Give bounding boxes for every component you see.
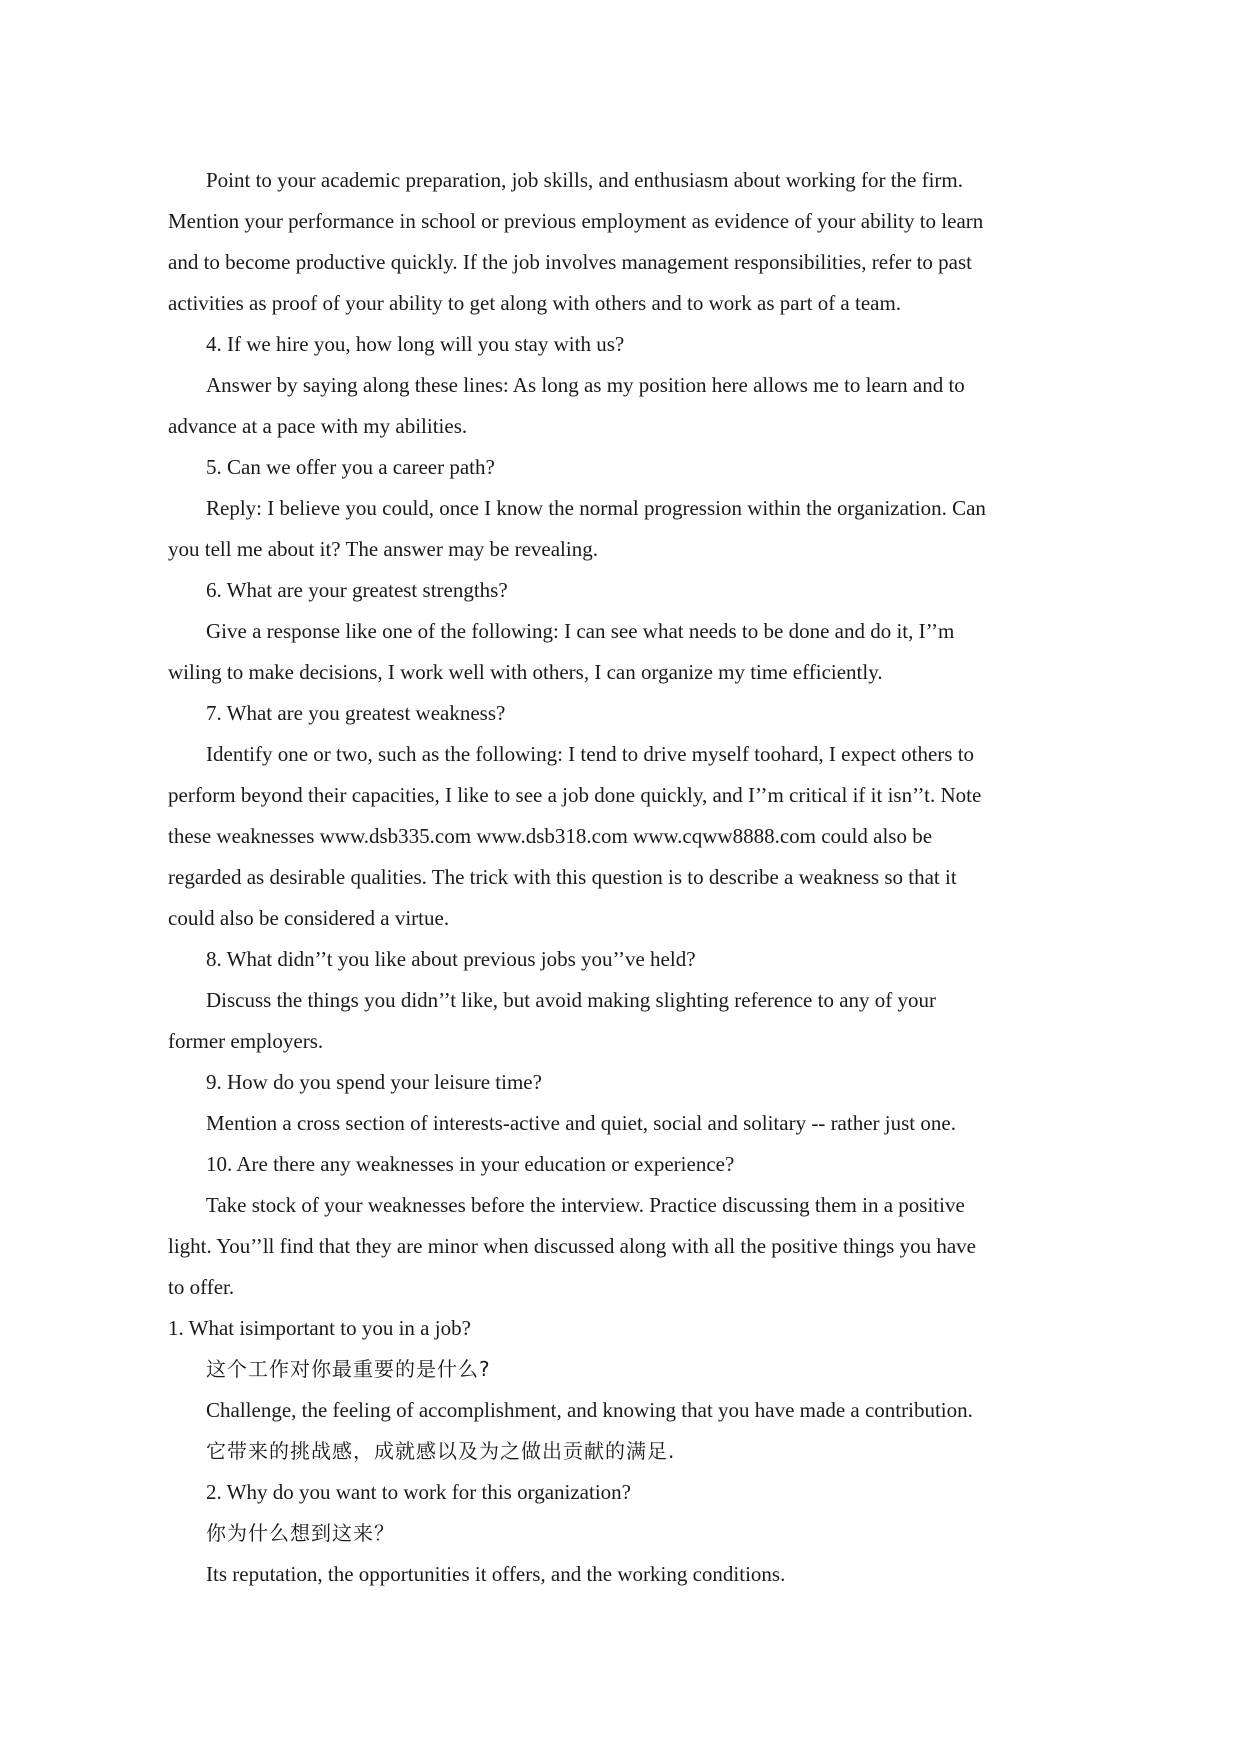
question-heading: 9. How do you spend your leisure time? bbox=[206, 1070, 542, 1094]
answer-line: light. You’’ll find that they are minor when discussed along with all the positive things you have bbox=[168, 1234, 976, 1258]
chinese-translation: 这个工作对你最重要的是什么? bbox=[206, 1357, 491, 1381]
answer-line: Give a response like one of the following: I can see what needs to be done and do it, I’’m bbox=[206, 619, 955, 643]
answer-line: Discuss the things you didn’’t like, but avoid making slighting reference to any of your bbox=[206, 988, 937, 1012]
answer-line: to offer. bbox=[168, 1275, 235, 1299]
question-heading: 5. Can we offer you a career path? bbox=[206, 455, 495, 479]
question-heading: 4. If we hire you, how long will you stay with us? bbox=[206, 332, 625, 356]
answer-line: could also be considered a virtue. bbox=[168, 906, 450, 930]
answer-line: Answer by saying along these lines: As long as my position here allows me to learn and to bbox=[206, 373, 965, 397]
answer-line: Identify one or two, such as the following: I tend to drive myself toohard, I expect others to bbox=[206, 742, 975, 766]
text-line: activities as proof of your ability to get along with others and to work as part of a team. bbox=[168, 291, 902, 315]
answer-line: Challenge, the feeling of accomplishment, and knowing that you have made a contribution. bbox=[206, 1398, 973, 1422]
answer-line: Reply: I believe you could, once I know the normal progression within the organization. Can bbox=[206, 496, 986, 520]
question-heading: 7. What are you greatest weakness? bbox=[206, 701, 506, 725]
chinese-translation: 你为什么想到这来？ bbox=[206, 1521, 395, 1545]
answer-line: Its reputation, the opportunities it offers, and the working conditions. bbox=[206, 1562, 786, 1586]
answer-line: perform beyond their capacities, I like to see a job done quickly, and I’’m critical if it isn’’t. Note bbox=[168, 783, 982, 807]
question-heading: 2. Why do you want to work for this organization? bbox=[206, 1480, 631, 1504]
paragraph-academic-preparation bbox=[168, 160, 1058, 324]
text-line: Mention your performance in school or previous employment as evidence of your ability to learn bbox=[168, 209, 984, 233]
answer-line: Mention a cross section of interests-active and quiet, social and solitary -- rather just one. bbox=[206, 1111, 956, 1135]
text-line: Point to your academic preparation, job skills, and enthusiasm about working for the firm. bbox=[206, 168, 964, 192]
question-heading: 6. What are your greatest strengths? bbox=[206, 578, 508, 602]
text-line: and to become productive quickly. If the job involves management responsibilities, refer to past bbox=[168, 250, 972, 274]
answer-line: wiling to make decisions, I work well with others, I can organize my time efficiently. bbox=[168, 660, 883, 684]
answer-line: these weaknesses www.dsb335.com www.dsb318.com www.cqww8888.com could also be bbox=[168, 824, 933, 848]
question-heading: 8. What didn’’t you like about previous jobs you’’ve held? bbox=[206, 947, 696, 971]
chinese-translation: 它带来的挑战感，成就感以及为之做出贡献的满足. bbox=[206, 1439, 676, 1463]
answer-line: regarded as desirable qualities. The trick with this question is to describe a weakness so that it bbox=[168, 865, 957, 889]
answer-line: you tell me about it? The answer may be revealing. bbox=[168, 537, 598, 561]
answer-line: Take stock of your weaknesses before the interview. Practice discussing them in a positive bbox=[206, 1193, 965, 1217]
question-heading: 1. What isimportant to you in a job? bbox=[168, 1316, 471, 1340]
document-body bbox=[168, 160, 1058, 1595]
answer-line: former employers. bbox=[168, 1029, 324, 1053]
question-heading: 10. Are there any weaknesses in your education or experience? bbox=[206, 1152, 735, 1176]
answer-line: advance at a pace with my abilities. bbox=[168, 414, 468, 438]
